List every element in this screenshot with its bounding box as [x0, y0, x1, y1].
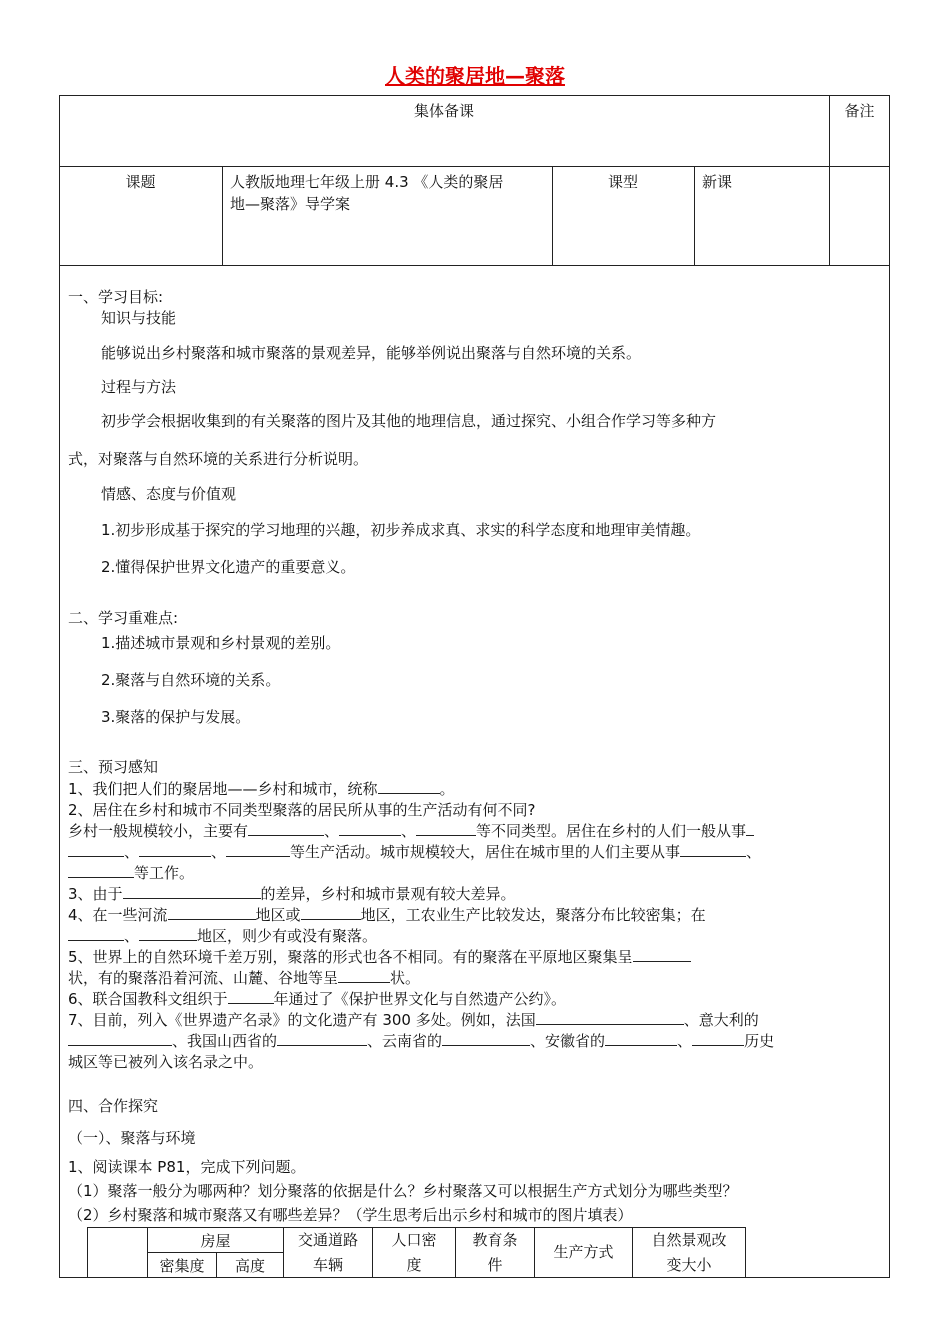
question-text: 等生产活动。城市规模较大，居住在城市里的人们主要从事 — [290, 843, 681, 861]
table-header-text: 交通道路 — [297, 1231, 358, 1249]
question-text: 、云南省的 — [367, 1032, 443, 1050]
col-divider — [694, 166, 695, 266]
question — [68, 884, 516, 904]
topic-value-line: 地—聚落》导学案 — [230, 195, 351, 213]
question-text: 年通过了《保护世界文化与自然遗产公约》。 — [273, 990, 567, 1008]
subheading: 情感、态度与价值观 — [101, 485, 237, 503]
question-text: 3、由于 — [68, 885, 123, 903]
fill-blank — [68, 863, 134, 878]
table-header-text: 件 — [487, 1256, 503, 1274]
question-text: 状。 — [390, 969, 421, 987]
table-header-text: 车辆 — [312, 1256, 343, 1274]
row-divider — [59, 166, 890, 167]
fill-blank — [680, 842, 746, 857]
table-header-height: 高度 — [216, 1252, 284, 1278]
table-header-nature — [632, 1227, 746, 1278]
fill-blank — [277, 1031, 367, 1046]
question-text: 、意大利的 — [683, 1011, 759, 1029]
question-text: 、 — [211, 843, 227, 861]
col-divider — [222, 166, 223, 266]
question-text: 、安徽省的 — [530, 1032, 606, 1050]
question — [68, 779, 455, 799]
list-item: 1.描述城市景观和乡村景观的差别。 — [101, 634, 341, 652]
fill-blank — [68, 842, 124, 857]
table-header-education — [455, 1227, 535, 1278]
question — [68, 926, 377, 946]
section-heading: 二、学习重难点: — [68, 609, 179, 627]
question-text: 、 — [124, 927, 140, 945]
table-header-text: 教育条 — [472, 1231, 518, 1249]
fill-blank — [139, 926, 197, 941]
section-heading: 一、学习目标: — [68, 288, 164, 306]
topic-value-line: 人教版地理七年级上册 4.3 《人类的聚居 — [230, 173, 504, 191]
question-text: 、 — [324, 822, 340, 840]
table-cell-blank — [87, 1227, 148, 1278]
question: 2、居住在乡村和城市不同类型聚落的居民所从事的生产活动有何不同? — [68, 801, 536, 819]
fill-blank — [378, 779, 440, 794]
fill-blank — [536, 1010, 684, 1025]
fill-blank — [139, 842, 211, 857]
fill-blank — [123, 884, 261, 899]
notes-label: 备注 — [844, 102, 875, 120]
table-header-density: 密集度 — [147, 1252, 217, 1278]
question: 1、阅读课本 P81，完成下列问题。 — [68, 1158, 306, 1176]
subheading: 知识与技能 — [101, 309, 177, 327]
fill-blank — [692, 1031, 744, 1046]
table-header-text: 变大小 — [666, 1256, 712, 1274]
question: （2）乡村聚落和城市聚落又有哪些差异？（学生思考后出示乡村和城市的图片填表） — [68, 1206, 633, 1224]
question-text: 7、目前，列入《世界遗产名录》的文化遗产有 300 多处。例如，法国 — [68, 1011, 536, 1029]
question-text: 的差异，乡村和城市景观有较大差异。 — [260, 885, 516, 903]
fill-blank — [226, 842, 290, 857]
table-header-text: 度 — [406, 1256, 422, 1274]
fill-blank — [442, 1031, 530, 1046]
topic-label: 课题 — [125, 173, 156, 191]
list-item: 3.聚落的保护与发展。 — [101, 708, 251, 726]
table-header-population — [372, 1227, 456, 1278]
question-text: 、 — [124, 843, 140, 861]
subheading: （一）、聚落与环境 — [68, 1129, 196, 1147]
question-text: 等工作。 — [134, 864, 195, 882]
page-title: 人类的聚居地—聚落 — [385, 64, 565, 88]
fill-blank — [228, 989, 274, 1004]
question-text: 历史 — [744, 1032, 775, 1050]
fill-blank — [168, 905, 256, 920]
fill-blank — [633, 947, 691, 962]
question-text: 等不同类型。居住在乡村的人们一般从事 — [476, 822, 747, 840]
question-text: 状，有的聚落沿着河流、山麓、谷地等呈 — [68, 969, 339, 987]
fill-blank — [68, 1031, 172, 1046]
collective-prep-label: 集体备课 — [413, 102, 474, 120]
question — [68, 947, 691, 967]
question-text: 5、世界上的自然环境千差万别，聚落的形式也各不相同。有的聚落在平原地区聚集呈 — [68, 948, 633, 966]
fill-blank — [338, 968, 390, 983]
question — [68, 1031, 774, 1051]
question-text: 4、在一些河流 — [68, 906, 168, 924]
question — [68, 968, 420, 988]
question — [68, 863, 194, 883]
subheading: 过程与方法 — [101, 378, 177, 396]
question-text: 。 — [439, 780, 455, 798]
paragraph: 能够说出乡村聚落和城市聚落的景观差异，能够举例说出聚落与自然环境的关系。 — [101, 344, 642, 362]
question-text: 、 — [677, 1032, 693, 1050]
question — [68, 1010, 759, 1030]
question-text: 1、我们把人们的聚居地——乡村和城市，统称 — [68, 780, 378, 798]
question — [68, 842, 761, 862]
fill-blank — [746, 821, 754, 836]
paragraph: 式，对聚落与自然环境的关系进行分析说明。 — [68, 450, 369, 468]
question-text: 、我国山西省的 — [172, 1032, 278, 1050]
section-heading: 三、预习感知 — [68, 758, 159, 776]
question — [68, 905, 706, 925]
question — [68, 821, 754, 841]
type-value: 新课 — [702, 173, 733, 191]
fill-blank — [301, 905, 361, 920]
question-text: 、 — [746, 843, 762, 861]
fill-blank — [605, 1031, 677, 1046]
paragraph: 1.初步形成基于探究的学习地理的兴趣，初步养成求真、求实的科学态度和地理审美情趣。 — [101, 521, 701, 539]
fill-blank — [339, 821, 401, 836]
question: 城区等已被列入该名录之中。 — [68, 1053, 264, 1071]
question-text: 6、联合国教科文组织于 — [68, 990, 228, 1008]
fill-blank — [248, 821, 324, 836]
paragraph: 2.懂得保护世界文化遗产的重要意义。 — [101, 558, 356, 576]
type-label: 课型 — [607, 173, 638, 191]
fill-blank — [416, 821, 476, 836]
paragraph: 初步学会根据收集到的有关聚落的图片及其他的地理信息，通过探究、小组合作学习等多种方 — [101, 412, 717, 430]
question-text: 乡村一般规模较小，主要有 — [68, 822, 249, 840]
question-text: 地区，则少有或没有聚落。 — [197, 927, 378, 945]
table-header-house: 房屋 — [147, 1227, 284, 1253]
table-header-text: 人口密 — [391, 1231, 437, 1249]
fill-blank — [68, 926, 124, 941]
question-text: 地区，工农业生产比较发达，聚落分布比较密集；在 — [360, 906, 706, 924]
table-header-production: 生产方式 — [534, 1227, 633, 1278]
section-heading: 四、合作探究 — [68, 1097, 159, 1115]
question-text: 地区或 — [255, 906, 301, 924]
table-header-traffic — [283, 1227, 373, 1278]
topic-value — [230, 171, 503, 215]
row-divider — [59, 265, 890, 266]
list-item: 2.聚落与自然环境的关系。 — [101, 671, 281, 689]
question-text: 、 — [401, 822, 417, 840]
question — [68, 989, 566, 1009]
question: （1）聚落一般分为哪两种？划分聚落的依据是什么？乡村聚落又可以根据生产方式划分为哪些类型？ — [68, 1182, 738, 1200]
table-header-text: 自然景观改 — [651, 1231, 727, 1249]
